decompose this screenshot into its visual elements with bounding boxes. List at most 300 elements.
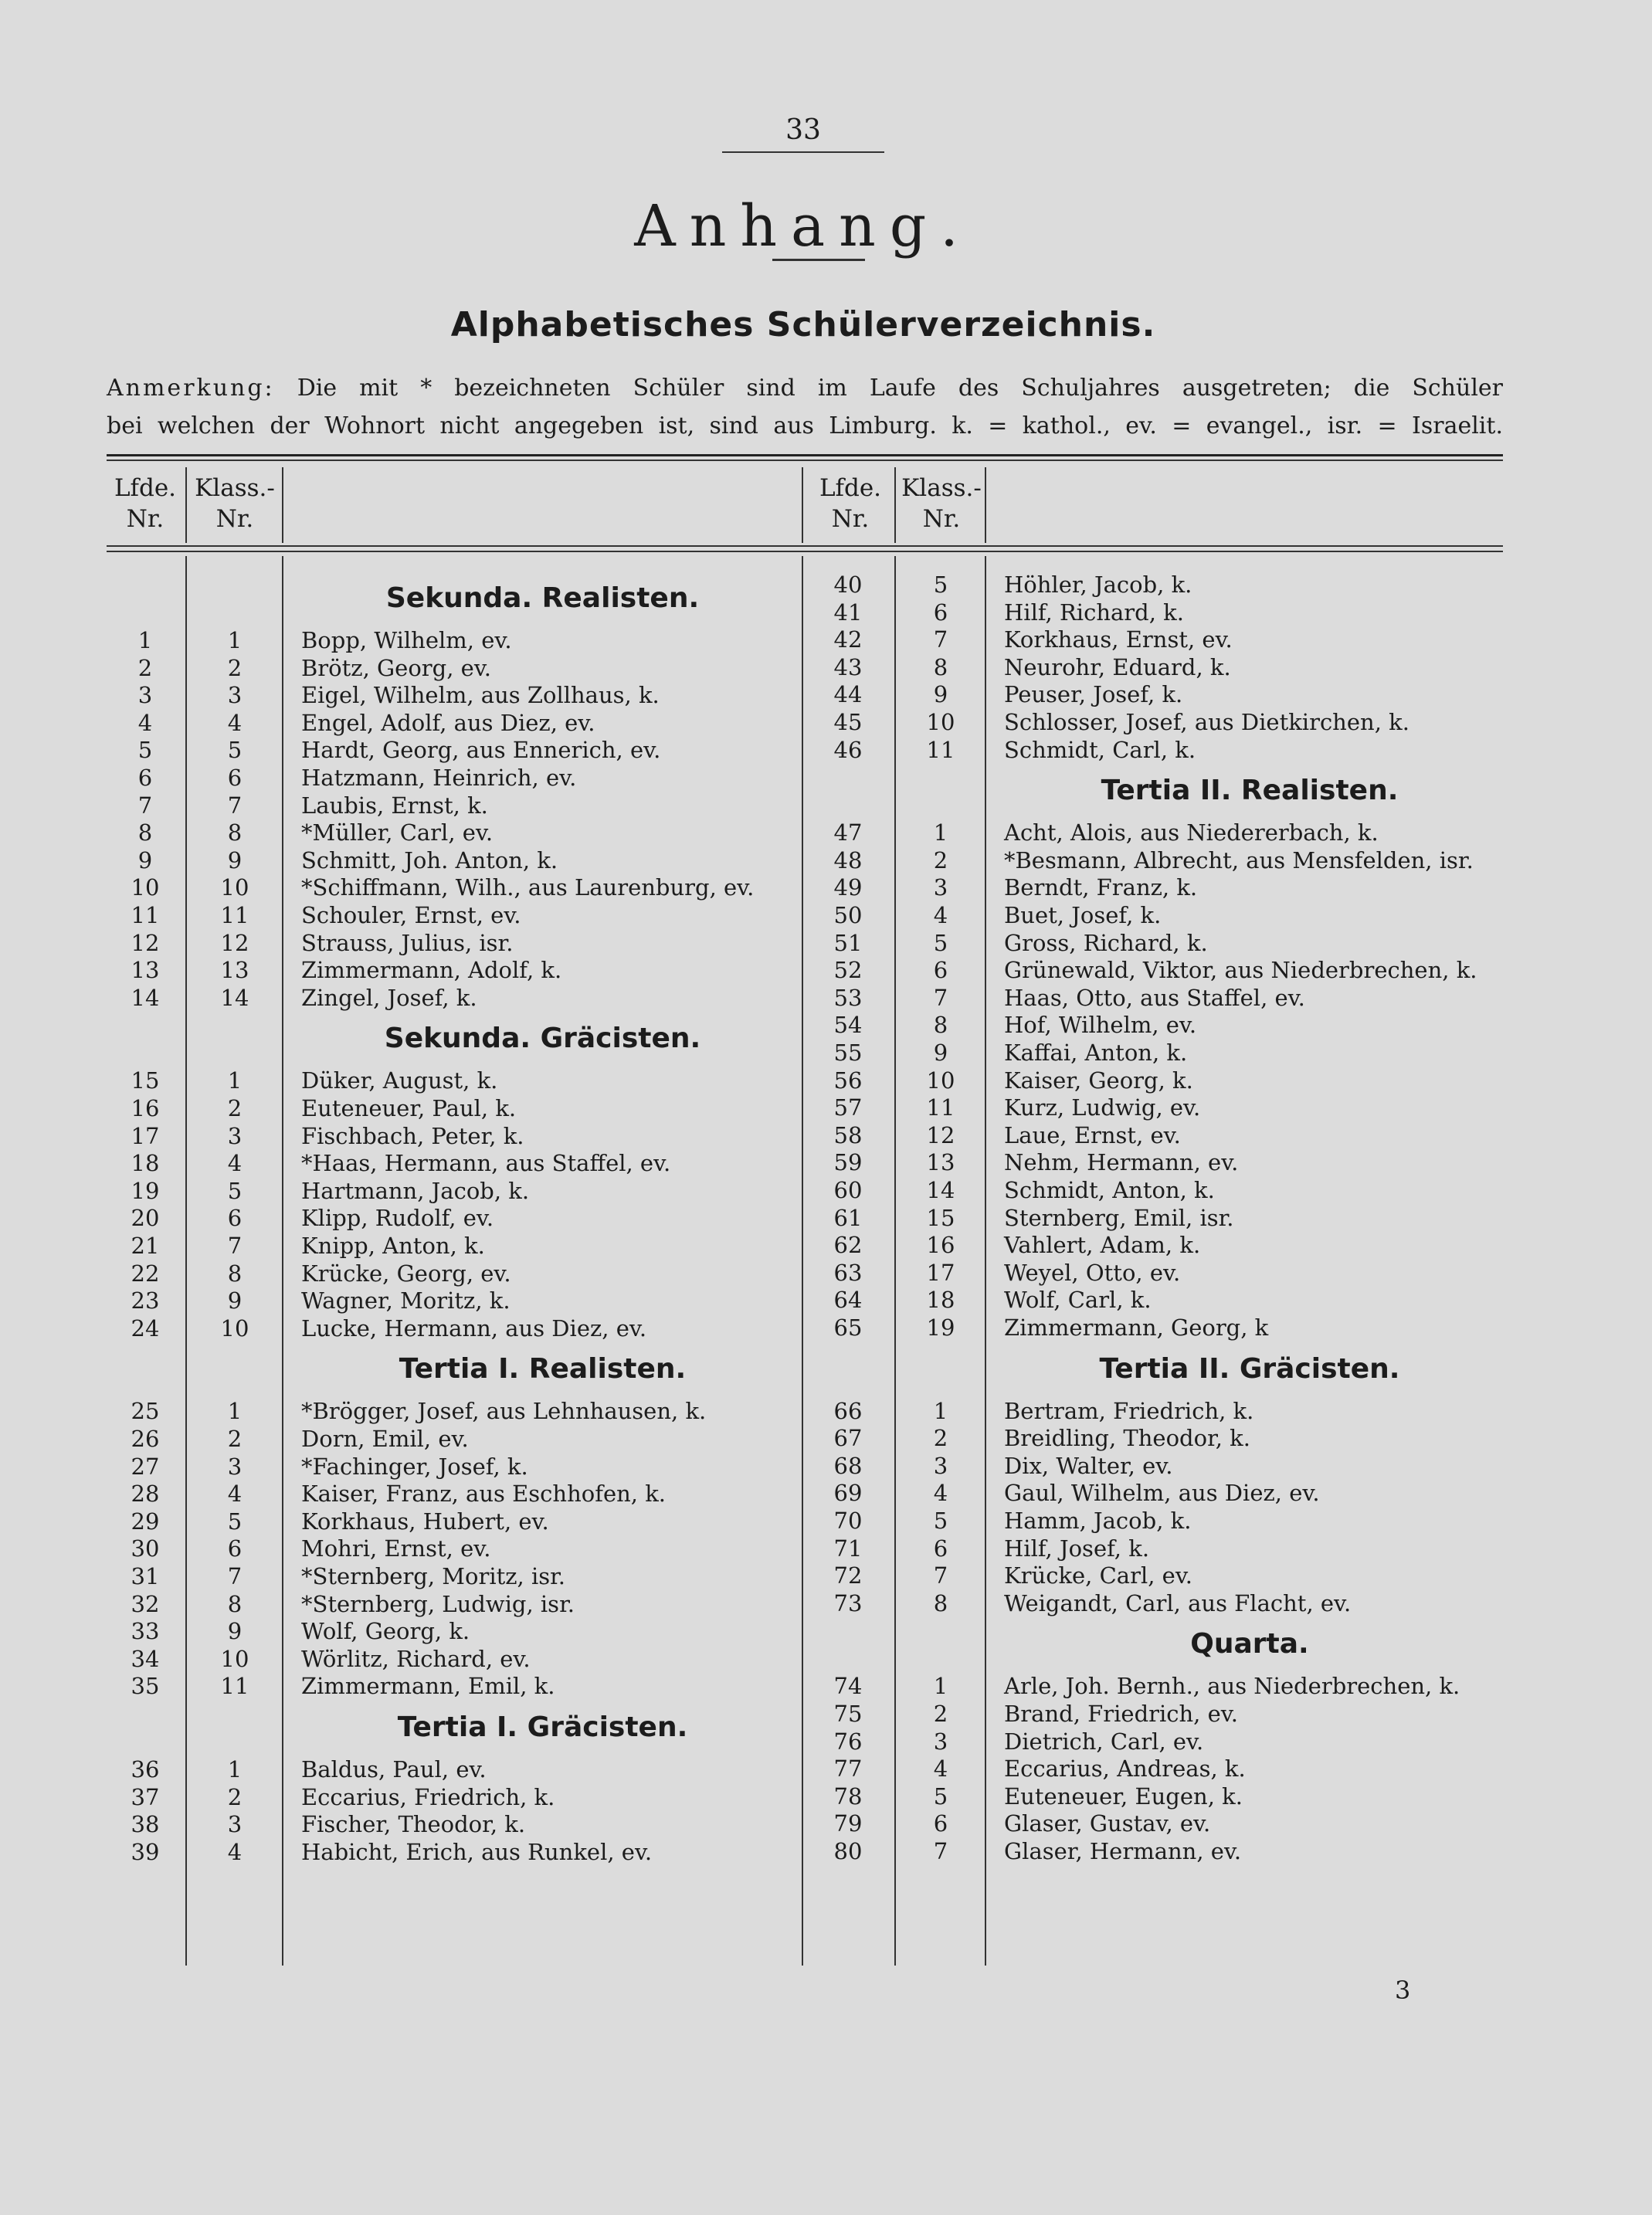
student-name: Kaffai, Anton, k. [1004, 1040, 1188, 1066]
table-row [802, 1701, 1512, 1728]
class-number: 4 [227, 1150, 243, 1177]
lfd-number: 64 [833, 1287, 863, 1314]
class-number: 2 [227, 1783, 243, 1810]
class-number: 6 [933, 1535, 948, 1562]
student-name: Bopp, Wilhelm, ev. [301, 627, 512, 653]
student-name: Zimmermann, Georg, k [1004, 1314, 1269, 1341]
student-name: Nehm, Hermann, ev. [1004, 1149, 1239, 1176]
student-name: *Haas, Hermann, aus Staffel, ev. [301, 1150, 671, 1177]
class-number: 3 [227, 1122, 243, 1149]
header-klass-right-nr: Nr. [922, 505, 961, 533]
header-divider-3 [802, 467, 803, 543]
class-number: 8 [933, 653, 948, 680]
lfd-number: 19 [131, 1177, 160, 1204]
class-number: 6 [933, 599, 948, 626]
lfd-number: 52 [833, 957, 863, 984]
student-name: Brand, Friedrich, ev. [1004, 1701, 1238, 1727]
table-row [107, 1150, 802, 1178]
student-name: Dorn, Emil, ev. [301, 1426, 469, 1452]
table-row [107, 1646, 802, 1674]
table-row [802, 874, 1512, 902]
lfd-number: 9 [137, 846, 153, 873]
class-number: 17 [926, 1259, 955, 1286]
table-row [802, 1177, 1512, 1205]
student-name: Krücke, Carl, ev. [1004, 1562, 1192, 1589]
lfd-number: 11 [131, 902, 160, 928]
class-number: 8 [227, 1590, 243, 1617]
lfd-number: 80 [833, 1838, 863, 1864]
student-name: Arle, Joh. Bernh., aus Niederbrechen, k. [1004, 1673, 1460, 1700]
class-number: 6 [227, 765, 243, 791]
student-name: *Brögger, Josef, aus Lehnhausen, k. [301, 1398, 707, 1425]
lfd-number: 48 [833, 846, 863, 873]
lfd-number: 73 [833, 1589, 863, 1616]
table-row [802, 902, 1512, 930]
student-name: Kaiser, Franz, aus Eschhofen, k. [301, 1481, 667, 1508]
lfd-number: 58 [833, 1121, 863, 1148]
class-number: 14 [220, 984, 249, 1011]
student-name: Kaiser, Georg, k. [1004, 1067, 1193, 1094]
header-klass [187, 473, 283, 534]
class-number: 2 [227, 1095, 243, 1121]
table-row [107, 1481, 802, 1508]
table-row [802, 1094, 1512, 1122]
student-name: *Schiffmann, Wilh., aus Laurenburg, ev. [301, 874, 755, 901]
lfd-number: 21 [131, 1233, 160, 1259]
lfd-number: 15 [131, 1067, 160, 1094]
header-klass-label: Klass.- [195, 474, 275, 502]
table-row [107, 1205, 802, 1233]
class-number: 1 [933, 1673, 948, 1700]
table-row [802, 572, 1512, 599]
student-name: Engel, Adolf, aus Diez, ev. [301, 709, 595, 736]
table-row [802, 819, 1512, 847]
student-name: Acht, Alois, aus Niedererbach, k. [1004, 819, 1379, 846]
class-number: 18 [926, 1287, 955, 1314]
class-number: 7 [933, 626, 948, 653]
class-number: 3 [227, 682, 243, 709]
class-number: 19 [926, 1314, 955, 1341]
class-number: 10 [220, 1645, 249, 1672]
student-name: Glaser, Gustav, ev. [1004, 1810, 1211, 1837]
student-name: Haas, Otto, aus Staffel, ev. [1004, 984, 1305, 1011]
lfd-number: 30 [131, 1535, 160, 1562]
lfd-number: 42 [833, 626, 863, 653]
class-number: 1 [227, 627, 243, 653]
class-number: 4 [227, 1838, 243, 1865]
student-name: Hilf, Richard, k. [1004, 599, 1184, 626]
lfd-number: 38 [131, 1811, 160, 1838]
header-lfde-right [807, 473, 894, 534]
lfd-number: 12 [131, 929, 160, 956]
lfd-number: 74 [833, 1673, 863, 1700]
table-row [802, 1122, 1512, 1150]
lfd-number: 77 [833, 1755, 863, 1783]
student-name: Wörlitz, Richard, ev. [301, 1645, 531, 1672]
table-row [802, 1314, 1512, 1342]
lfd-number: 47 [833, 819, 863, 846]
table-row [802, 709, 1512, 737]
student-name: Lucke, Hermann, aus Diez, ev. [301, 1314, 647, 1342]
class-number: 7 [933, 984, 948, 1011]
class-number: 11 [220, 902, 249, 928]
table-row [107, 1784, 802, 1812]
signature-mark: 3 [1395, 1976, 1411, 2005]
table-row [802, 1149, 1512, 1177]
class-number: 5 [933, 929, 948, 956]
student-name: Schmidt, Carl, k. [1004, 736, 1196, 763]
lfd-number: 28 [131, 1481, 160, 1508]
class-number: 4 [227, 709, 243, 736]
lfd-number: 16 [131, 1095, 160, 1121]
table-row [802, 1040, 1512, 1067]
student-name: Hatzmann, Heinrich, ev. [301, 765, 577, 791]
student-name: Weyel, Otto, ev. [1004, 1259, 1181, 1286]
table-row [107, 1508, 802, 1536]
student-name: Hof, Wilhelm, ev. [1004, 1012, 1197, 1039]
lfd-number: 69 [833, 1480, 863, 1507]
student-name: Berndt, Franz, k. [1004, 874, 1198, 901]
class-number: 10 [926, 709, 955, 735]
table-row [802, 1783, 1512, 1811]
lfd-number: 13 [131, 957, 160, 984]
class-number: 11 [926, 736, 955, 763]
class-number: 4 [227, 1481, 243, 1508]
table-row [802, 1232, 1512, 1260]
table-row [802, 847, 1512, 875]
lfd-number: 8 [137, 819, 153, 846]
class-number: 2 [227, 1426, 243, 1452]
table-row [802, 654, 1512, 682]
lfd-number: 4 [137, 709, 153, 736]
lfd-number: 79 [833, 1810, 863, 1837]
class-number: 4 [933, 902, 948, 928]
table-row [107, 1233, 802, 1260]
class-heading: Quarta. [1190, 1628, 1309, 1660]
student-name: Vahlert, Adam, k. [1004, 1232, 1201, 1259]
table-row [107, 1260, 802, 1288]
class-number: 2 [227, 654, 243, 681]
table-row [107, 957, 802, 985]
table-row [802, 1535, 1512, 1563]
student-name: Schlosser, Josef, aus Dietkirchen, k. [1004, 709, 1409, 735]
title-underline [772, 259, 865, 261]
student-name: Bertram, Friedrich, k. [1004, 1397, 1254, 1424]
class-number: 5 [227, 737, 243, 764]
class-heading: Sekunda. Gräcisten. [384, 1023, 701, 1055]
class-number: 2 [933, 1425, 948, 1452]
student-name: Grünewald, Viktor, aus Niederbrechen, k. [1004, 957, 1477, 984]
lfd-number: 57 [833, 1094, 863, 1121]
class-heading: Sekunda. Realisten. [385, 582, 700, 614]
class-heading: Tertia I. Realisten. [399, 1353, 687, 1386]
header-divider-2 [282, 467, 283, 543]
student-name: Weigandt, Carl, aus Flacht, ev. [1004, 1589, 1352, 1616]
student-name: Hamm, Jacob, k. [1004, 1508, 1192, 1534]
lfd-number: 45 [833, 709, 863, 735]
note-line-2: bei welchen der Wohnort nicht angegeben ist, sind aus Limburg. k. = kathol., ev. = evangel., isr. = Israelit. [107, 412, 1503, 439]
header-bottom-rule-inner [107, 551, 1503, 552]
lfd-number: 34 [131, 1645, 160, 1672]
table-row [107, 792, 802, 820]
class-number: 9 [227, 1287, 243, 1314]
class-number: 9 [933, 1040, 948, 1066]
student-name: Dix, Walter, ev. [1004, 1452, 1173, 1479]
class-number: 5 [933, 1508, 948, 1534]
table-row [802, 1260, 1512, 1287]
class-number: 4 [933, 1755, 948, 1783]
lfd-number: 76 [833, 1728, 863, 1755]
table-row [107, 1563, 802, 1591]
page-title: Anhang. [634, 193, 972, 259]
class-number: 15 [926, 1204, 955, 1231]
table-row [107, 1178, 802, 1206]
class-number: 9 [933, 681, 948, 708]
table-row [802, 599, 1512, 627]
lfd-number: 32 [131, 1590, 160, 1617]
lfd-number: 27 [131, 1453, 160, 1480]
lfd-number: 35 [131, 1673, 160, 1700]
class-number: 13 [926, 1149, 955, 1176]
student-name: Klipp, Rudolf, ev. [301, 1205, 494, 1232]
lfd-number: 3 [137, 682, 153, 709]
class-number: 7 [227, 1233, 243, 1259]
table-row [107, 902, 802, 930]
class-number: 6 [227, 1205, 243, 1232]
class-number: 8 [227, 819, 243, 846]
student-name: Buet, Josef, k. [1004, 902, 1162, 928]
student-name: Schmitt, Joh. Anton, k. [301, 846, 558, 873]
class-heading: Tertia II. Realisten. [1101, 775, 1399, 807]
class-number: 5 [227, 1177, 243, 1204]
lfd-number: 65 [833, 1314, 863, 1341]
class-number: 1 [227, 1756, 243, 1783]
student-name: Fischbach, Peter, k. [301, 1122, 524, 1149]
table-row [802, 1425, 1512, 1453]
class-number: 3 [933, 874, 948, 901]
student-name: Kurz, Ludwig, ev. [1004, 1094, 1201, 1121]
class-number: 6 [933, 1810, 948, 1837]
class-number: 11 [220, 1673, 249, 1700]
table-row [802, 1673, 1512, 1701]
class-number: 10 [220, 1314, 249, 1342]
table-row [107, 1756, 802, 1784]
student-name: Korkhaus, Ernst, ev. [1004, 626, 1233, 653]
header-lfde-right-label: Lfde. [819, 474, 882, 502]
class-number: 7 [227, 792, 243, 819]
header-lfde-label: Lfde. [114, 474, 177, 502]
student-name: Höhler, Jacob, k. [1004, 572, 1192, 598]
lfd-number: 51 [833, 929, 863, 956]
class-number: 5 [227, 1508, 243, 1535]
student-name: Zingel, Josef, k. [301, 984, 477, 1011]
header-lfde-right-nr: Nr. [831, 505, 870, 533]
lfd-number: 7 [137, 792, 153, 819]
table-row [107, 1591, 802, 1619]
table-row [802, 985, 1512, 1013]
page-number: 33 [785, 114, 821, 146]
header-bottom-rule [107, 545, 1503, 547]
student-name: Eccarius, Friedrich, k. [301, 1783, 555, 1810]
student-name: Korkhaus, Hubert, ev. [301, 1508, 549, 1535]
student-name: Fischer, Theodor, k. [301, 1811, 526, 1838]
table-row [802, 1012, 1512, 1040]
student-name: Euteneuer, Paul, k. [301, 1095, 517, 1121]
note-line-1 [107, 369, 1503, 407]
student-name: *Besmann, Albrecht, aus Mensfelden, isr. [1004, 846, 1474, 873]
header-klass-right-label: Klass.- [901, 474, 982, 502]
class-number: 14 [926, 1177, 955, 1203]
class-number: 2 [933, 846, 948, 873]
lfd-number: 2 [137, 654, 153, 681]
lfd-number: 6 [137, 765, 153, 791]
class-number: 3 [933, 1452, 948, 1479]
class-number: 1 [227, 1398, 243, 1425]
section-subtitle: Alphabetisches Schülerverzeichnis. [450, 305, 1156, 344]
lfd-number: 50 [833, 902, 863, 928]
student-name: Sternberg, Emil, isr. [1004, 1204, 1234, 1231]
table-top-rule [107, 454, 1503, 456]
class-number: 10 [220, 874, 249, 901]
student-name: *Sternberg, Moritz, isr. [301, 1563, 566, 1589]
student-name: Schouler, Ernst, ev. [301, 902, 521, 928]
student-name: Mohri, Ernst, ev. [301, 1535, 491, 1562]
lfd-number: 49 [833, 874, 863, 901]
table-row [107, 682, 802, 710]
lfd-number: 59 [833, 1149, 863, 1176]
class-number: 4 [933, 1480, 948, 1507]
lfd-number: 62 [833, 1232, 863, 1259]
lfd-number: 20 [131, 1205, 160, 1232]
lfd-number: 54 [833, 1012, 863, 1039]
student-name: Zimmermann, Emil, k. [301, 1673, 555, 1700]
lfd-number: 26 [131, 1426, 160, 1452]
table-row [802, 737, 1512, 765]
table-row [107, 1618, 802, 1646]
class-number: 2 [933, 1701, 948, 1727]
lfd-number: 33 [131, 1618, 160, 1645]
lfd-number: 24 [131, 1314, 160, 1342]
table-row [107, 1535, 802, 1563]
student-name: Brötz, Georg, ev. [301, 654, 491, 681]
class-number: 6 [933, 957, 948, 984]
lfd-number: 75 [833, 1701, 863, 1727]
student-name: *Fachinger, Josef, k. [301, 1453, 528, 1480]
class-number: 3 [933, 1728, 948, 1755]
lfd-number: 39 [131, 1838, 160, 1865]
lfd-number: 5 [137, 737, 153, 764]
annotation-note [107, 369, 1503, 445]
lfd-number: 60 [833, 1177, 863, 1203]
student-name: Eccarius, Andreas, k. [1004, 1755, 1246, 1783]
page-number-rule [722, 151, 884, 153]
lfd-number: 22 [131, 1260, 160, 1287]
class-heading: Tertia I. Gräcisten. [397, 1711, 688, 1743]
table-row [107, 627, 802, 655]
table-row [802, 957, 1512, 985]
table-row [802, 1728, 1512, 1756]
student-name: Neurohr, Eduard, k. [1004, 653, 1231, 680]
class-number: 6 [227, 1535, 243, 1562]
table-row [107, 737, 802, 765]
class-number: 1 [933, 819, 948, 846]
class-number: 16 [926, 1232, 955, 1259]
lfd-number: 46 [833, 736, 863, 763]
table-row [107, 1123, 802, 1151]
table-row [107, 1839, 802, 1867]
class-number: 5 [933, 1783, 948, 1810]
student-name: Peuser, Josef, k. [1004, 681, 1183, 708]
table-row [107, 985, 802, 1013]
student-name: Laue, Ernst, ev. [1004, 1121, 1181, 1148]
header-divider-4 [894, 467, 896, 543]
class-number: 12 [220, 929, 249, 956]
class-number: 9 [227, 1618, 243, 1645]
lfd-number: 41 [833, 599, 863, 626]
table-row [107, 1426, 802, 1453]
lfd-number: 70 [833, 1508, 863, 1534]
class-number: 7 [227, 1563, 243, 1589]
table-row [802, 1453, 1512, 1481]
class-number: 1 [933, 1397, 948, 1424]
student-name: Eigel, Wilhelm, aus Zollhaus, k. [301, 682, 660, 709]
table-row [107, 847, 802, 875]
lfd-number: 31 [131, 1563, 160, 1589]
student-name: *Sternberg, Ludwig, isr. [301, 1590, 575, 1617]
table-row [802, 1755, 1512, 1783]
table-row [802, 1810, 1512, 1838]
student-name: *Müller, Carl, ev. [301, 819, 494, 846]
table-row [802, 1205, 1512, 1233]
table-row [107, 655, 802, 683]
student-name: Dietrich, Carl, ev. [1004, 1728, 1204, 1755]
table-row [107, 1811, 802, 1839]
student-name: Zimmermann, Adolf, k. [301, 957, 562, 984]
student-name: Wolf, Georg, k. [301, 1618, 470, 1645]
table-row [107, 1315, 802, 1343]
lfd-number: 40 [833, 572, 863, 598]
table-row [107, 874, 802, 902]
lfd-number: 63 [833, 1259, 863, 1286]
table-row [802, 930, 1512, 958]
class-number: 9 [227, 846, 243, 873]
lfd-number: 23 [131, 1287, 160, 1314]
lfd-number: 17 [131, 1122, 160, 1149]
class-number: 10 [926, 1067, 955, 1094]
lfd-number: 68 [833, 1452, 863, 1479]
lfd-number: 56 [833, 1067, 863, 1094]
note-line-1-text: Die mit * bezeichneten Schüler sind im Laufe des Schuljahres ausgetreten; die Schüler [297, 375, 1504, 402]
table-row [107, 765, 802, 792]
class-number: 8 [933, 1589, 948, 1616]
student-name: Gaul, Wilhelm, aus Diez, ev. [1004, 1480, 1320, 1507]
lfd-number: 71 [833, 1535, 863, 1562]
table-row [107, 1398, 802, 1426]
table-row [107, 1453, 802, 1481]
table-row [107, 710, 802, 738]
table-row [802, 1508, 1512, 1535]
class-number: 7 [933, 1562, 948, 1589]
table-row [107, 930, 802, 958]
note-label: Anmerkung: [107, 375, 275, 402]
header-klass-right [896, 473, 987, 534]
student-name: Strauss, Julius, isr. [301, 929, 514, 956]
table-row [802, 1562, 1512, 1590]
student-name: Krücke, Georg, ev. [301, 1260, 511, 1287]
table-row [802, 681, 1512, 709]
lfd-number: 55 [833, 1040, 863, 1066]
student-name: Glaser, Hermann, ev. [1004, 1838, 1242, 1864]
